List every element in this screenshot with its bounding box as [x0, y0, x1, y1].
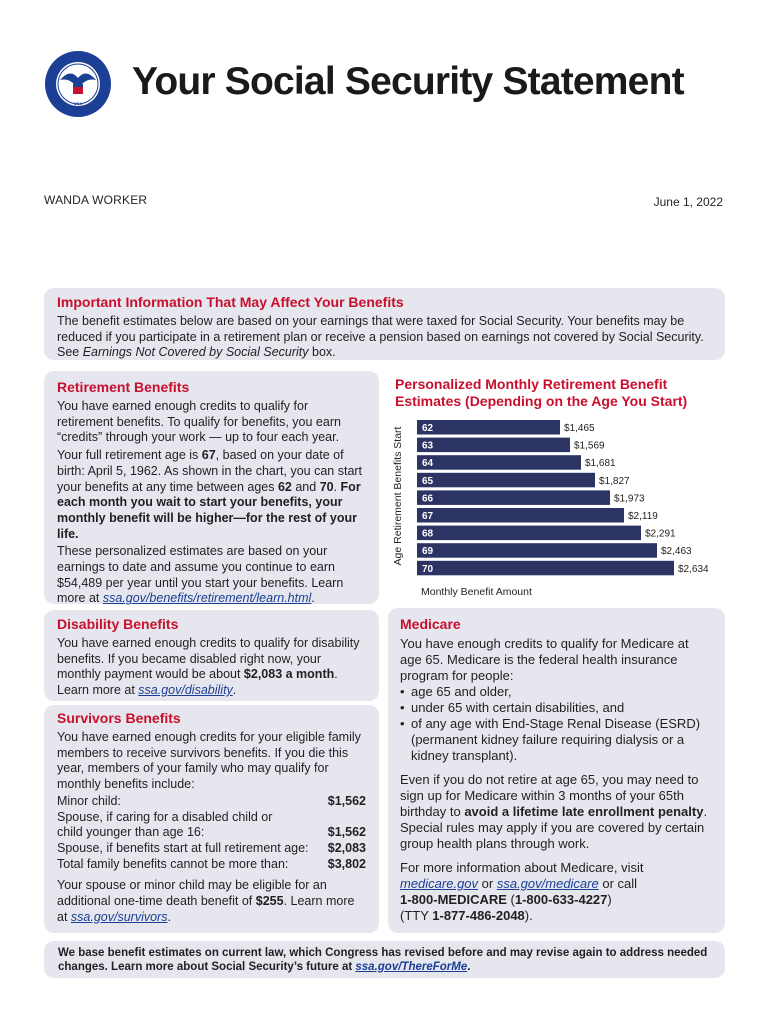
disability-heading: Disability Benefits: [57, 616, 179, 632]
retirement-age-text: Your full retirement age is 67, based on your date of birth: April 5, 1962. As shown in the chart, you can start your benefits at any time between ages 62 and 70. For each month you wait to start your benefits, your monthly benefit will be higher—for the rest of your life.: [57, 448, 363, 541]
page-title: Your Social Security Statement: [132, 60, 684, 103]
medicare-intro: You have enough credits to qualify for Medicare at age 65. Medicare is the federal health insurance program for people:: [400, 636, 689, 683]
important-info-body: The benefit estimates below are based on your earnings that were taxed for Social Security. Your benefits may be reduced if you participate in a retirement plan or receive a pension based on earnings not covered by Social Security. See Earnings Not Covered by Social Security box.: [57, 314, 704, 360]
chart-value-label: $2,291: [645, 528, 676, 540]
chart-title: Personalized Monthly Retirement Benefit Estimates (Depending on the Age You Start): [395, 376, 688, 409]
chart-bar-67: [417, 508, 624, 523]
survivors-panel: [44, 705, 379, 933]
chart-bar-69: [417, 543, 657, 558]
survivors-link[interactable]: ssa.gov/survivors: [70, 909, 168, 924]
retirement-credits-text: You have earned enough credits to qualify for retirement benefits. To qualify for benefits, you earn “credits” through your work — up to four each year.: [57, 399, 341, 445]
ssa-medicare-link[interactable]: ssa.gov/medicare: [496, 876, 599, 891]
disability-link[interactable]: ssa.gov/disability: [138, 683, 233, 698]
chart-category-label: 68: [422, 528, 434, 540]
list-item: • under 65 with certain disabilities, and: [400, 700, 713, 716]
chart-value-label: $2,634: [678, 563, 709, 575]
chart-y-axis-label: Age Retirement Benefits Start: [392, 426, 404, 566]
medicare-gov-link[interactable]: medicare.gov: [400, 876, 479, 891]
there-for-me-link[interactable]: ssa.gov/ThereForMe: [355, 961, 468, 973]
recipient-name: WANDA WORKER: [44, 193, 148, 207]
retirement-benefit-chart: [388, 414, 718, 600]
medicare-heading: Medicare: [400, 616, 461, 632]
medicare-contact-text: For more information about Medicare, visit medicare.gov or ssa.gov/medicare or call 1-800-MEDICARE (1-800-633-4227) (TTY 1-877-486-2048).: [400, 860, 644, 923]
chart-category-label: 67: [422, 511, 434, 522]
chart-bar-64: [417, 455, 581, 470]
medicare-bullets: [400, 684, 713, 764]
survivor-row: Minor child: $1,562: [57, 793, 366, 808]
chart-value-label: $1,465: [564, 423, 595, 434]
important-info-panel: [44, 288, 725, 360]
list-item: • of any age with End-Stage Renal Disease (ESRD) (permanent kidney failure requiring dialysis or a kidney transplant).: [400, 716, 713, 764]
footer-note: We base benefit estimates on current law, which Congress has revised before and may revise again to address needed changes. Learn more about Social Security’s future at ssa.gov/ThereForMe.: [44, 941, 725, 978]
chart-bar-70: [417, 561, 674, 576]
retirement-heading: Retirement Benefits: [57, 379, 190, 395]
survivors-heading: Survivors Benefits: [57, 710, 181, 726]
survivor-row: Total family benefits cannot be more than: $3,802: [57, 856, 366, 871]
chart-bar-68: [417, 526, 641, 541]
chart-category-label: 70: [422, 563, 434, 575]
chart-value-label: $2,119: [628, 511, 658, 522]
chart-category-label: 66: [422, 493, 434, 505]
retirement-estimate-text: These personalized estimates are based on your earnings to date and assume you continue to earn $54,489 per year until you start your benefits. Learn more at ssa.gov/benefits/retirement/learn.html.: [57, 544, 344, 606]
disability-body: You have earned enough credits to qualify for disability benefits. If you became disabled right now, your monthly payment would be about $2,083 a month. Learn more at ssa.gov/disability.: [57, 636, 360, 698]
svg-text:USA: USA: [73, 101, 83, 106]
survivors-outro: Your spouse or minor child may be eligible for an additional one-time death benefit of $255. Learn more at ssa.gov/survivors.: [57, 878, 355, 924]
chart-category-label: 63: [422, 440, 434, 452]
survivor-row: Spouse, if caring for a disabled child or child younger than age 16: $1,562: [57, 809, 366, 840]
survivors-intro: You have earned enough credits for your eligible family members to receive survivors benefits. If you die this year, members of your family who may qualify for monthly benefits include:: [57, 730, 361, 792]
chart-bar-62: [417, 420, 560, 435]
retirement-learn-link[interactable]: ssa.gov/benefits/retirement/learn.html: [102, 591, 312, 606]
chart-value-label: $1,569: [574, 440, 605, 452]
list-item: • age 65 and older,: [400, 684, 713, 700]
chart-category-label: 69: [422, 546, 434, 558]
chart-value-label: $1,973: [614, 493, 645, 505]
chart-bar-66: [417, 490, 610, 505]
statement-date: June 1, 2022: [653, 195, 723, 209]
medicare-panel: [388, 608, 725, 933]
chart-value-label: $1,827: [599, 475, 630, 487]
chart-bar-63: [417, 438, 570, 453]
survivor-row: Spouse, if benefits start at full retirement age: $2,083: [57, 840, 366, 855]
chart-value-label: $1,681: [585, 458, 616, 470]
chart-x-axis-label: Monthly Benefit Amount: [421, 586, 532, 598]
chart-category-label: 64: [422, 458, 434, 470]
chart-category-label: 65: [422, 475, 434, 487]
disability-panel: [44, 610, 379, 701]
important-info-heading: Important Information That May Affect Your Benefits: [57, 294, 404, 310]
ssa-seal-logo: [44, 50, 112, 118]
chart-value-label: $2,463: [661, 546, 692, 558]
survivors-table: [57, 794, 366, 873]
chart-bar-65: [417, 473, 595, 488]
chart-category-label: 62: [422, 423, 434, 434]
medicare-penalty-text: Even if you do not retire at age 65, you may need to sign up for Medicare within 3 months of your 65th birthday to avoid a lifetime late enrollment penalty. Special rules may apply if you are covered by certain group health plans through work.: [400, 772, 708, 851]
retirement-panel: [44, 371, 379, 604]
